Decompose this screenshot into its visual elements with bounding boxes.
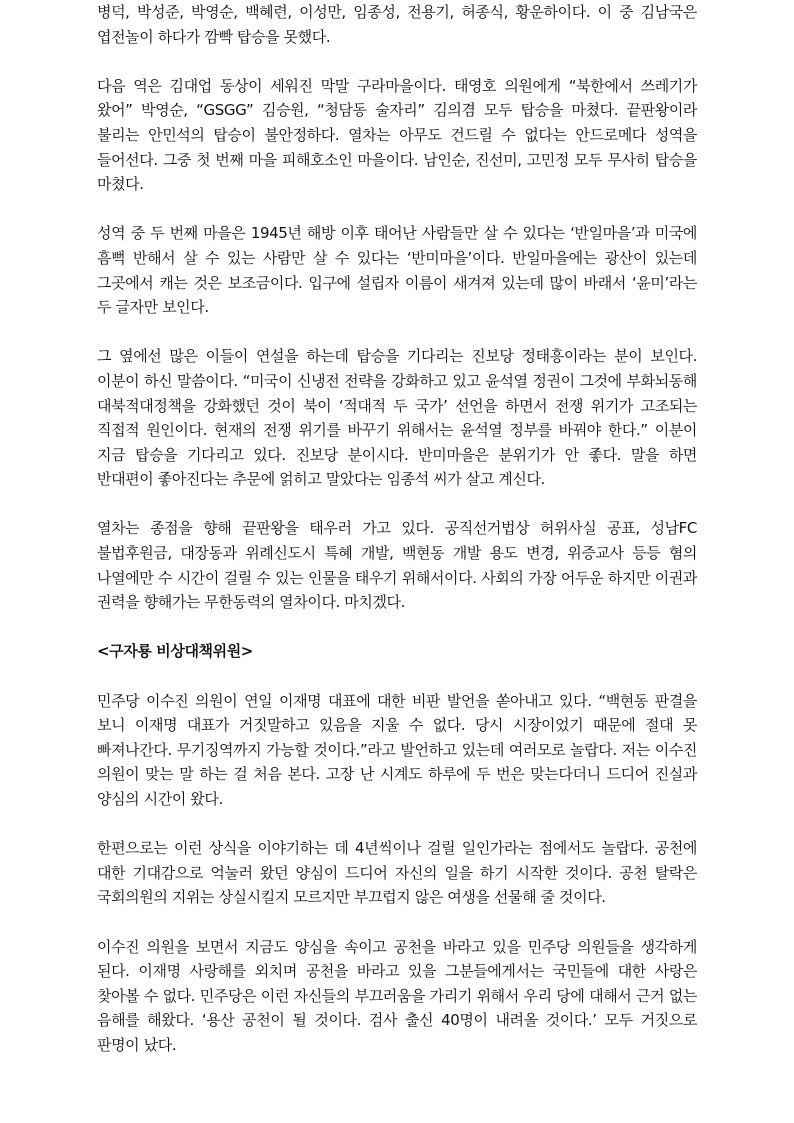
paragraph-3: 성역 중 두 번째 마을은 1945년 해방 이후 태어난 사람들만 살 수 있다는 ‘반일마을’과 미국에 흠뻑 반해서 살 수 있는 사람만 살 수 있다는 ‘반미마을’이다. 반일마을에는 광산이 있는데 그곳에서 캐는 것은 보조금이다. 입구에 설립자 이름이 새겨져 있는데 많이 바래서 ‘윤미’라는 두 글자만 보인다. [97,224,697,317]
section-heading: <구자룡 비상대책위원> [97,642,253,661]
paragraph-5: 열차는 종점을 향해 끝판왕을 태우러 가고 있다. 공직선거법상 허위사실 공표, 성남FC 불법후원금, 대장동과 위례신도시 특혜 개발, 백현동 개발 용도 변경, 위증교사 등등 혐의 나열에만 수 시간이 걸릴 수 있는 인물을 태우기 위해서이다. 사회의 가장 어두운 하지만 이권과 권력을 향해가는 무한동력의 열차이다. 마치겠다. [97,519,697,612]
paragraph-6: 민주당 이수진 의원이 연일 이재명 대표에 대한 비판 발언을 쏟아내고 있다. “백현동 판결을 보니 이재명 대표가 거짓말하고 있음을 지울 수 없다. 당시 시장이었기 때문에 절대 못 빠져나간다. 무기징역까지 가능할 것이다.”라고 발언하고 있는데 여러모로 놀랍다. 저는 이수진 의원이 맞는 말 하는 걸 처음 본다. 고장 난 시계도 하루에 두 번은 맞는다더니 드디어 진실과 양심의 시간이 왔다. [97,691,697,808]
paragraph-4: 그 옆에선 많은 이들이 연설을 하는데 탑승을 기다리는 진보당 정태흥이라는 분이 보인다. 이분이 하신 말씀이다. “미국이 신냉전 전략을 강화하고 있고 윤석열 정권이 그것에 부화뇌동해 대북적대정책을 강화했던 것이 북이 ‘적대적 두 국가’ 선언을 하면서 전쟁 위기가 고조되는 직접적 원인이다. 현재의 전쟁 위기를 바꾸기 위해서는 윤석열 정부를 바꿔야 한다.” 이분이 지금 탑승을 기다리고 있다. 진보당 분이시다. 반미마을은 분위기가 안 좋다. 말을 하면 반대편이 좋아진다는 추문에 얽히고 말았다는 임종석 씨가 살고 계신다. [97,347,697,489]
document-page [97,0,697,1082]
paragraph-7: 한편으로는 이런 상식을 이야기하는 데 4년씩이나 걸릴 일인가라는 점에서도 놀랍다. 공천에 대한 기대감으로 억눌러 왔던 양심이 드디어 자신의 일을 하기 시작한 것이다. 공천 탈락은 국회의원의 지위는 상실시킬지 모르지만 부끄럽지 않은 여생을 선물해 줄 것이다. [97,839,697,907]
paragraph-8: 이수진 의원을 보면서 지금도 양심을 속이고 공천을 바라고 있을 민주당 의원들을 생각하게 된다. 이재명 사랑해를 외치며 공천을 바라고 있을 그분들에게서는 국민들에 대한 사랑은 찾아볼 수 없다. 민주당은 이런 자신들의 부끄러움을 가리기 위해서 우리 당에 대해서 근거 없는 음해를 해왔다. ‘용산 공천이 될 것이다. 검사 출신 40명이 내려올 것이다.’ 모두 거짓으로 판명이 났다. [97,937,697,1054]
paragraph-1: 병덕, 박성준, 박영순, 백혜련, 이성만, 임종성, 전용기, 허종식, 황운하이다. 이 중 김남국은 엽전놀이 하다가 깜빡 탑승을 못했다. [97,3,697,46]
paragraph-2: 다음 역은 김대업 동상이 세워진 막말 구라마을이다. 태영호 의원에게 “북한에서 쓰레기가 왔어” 박영순, “GSGG” 김승원, “청담동 술자리” 김의겸 모두 탑승을 마쳤다. 끝판왕이라 불리는 안민석의 탑승이 불안정하다. 열차는 아무도 건드릴 수 없다는 안드로메다 성역을 들어선다. 그중 첫 번째 마을 피해호소인 마을이다. 남인순, 진선미, 고민정 모두 무사히 탑승을 마쳤다. [97,76,697,194]
